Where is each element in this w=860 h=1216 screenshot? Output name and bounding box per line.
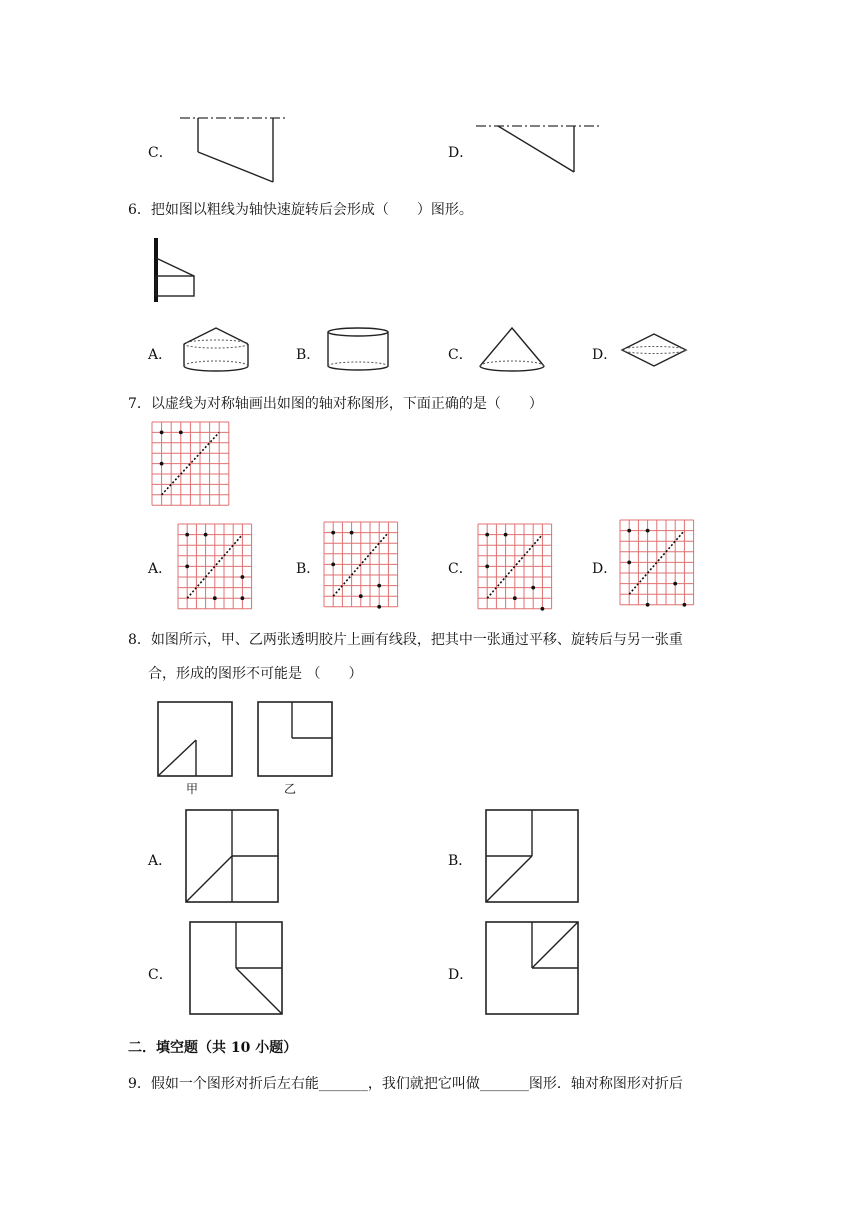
grid-dot xyxy=(204,533,208,537)
grid-dot xyxy=(241,575,245,579)
grid-dot xyxy=(646,603,650,607)
grid-dot xyxy=(627,529,631,533)
grid-dot xyxy=(541,607,545,611)
q5-option-d-label[interactable]: D． xyxy=(448,145,474,161)
q6-option-d-label[interactable]: D． xyxy=(592,347,618,363)
q6-option-a-label[interactable]: A． xyxy=(148,347,173,363)
grid-dot xyxy=(513,596,517,600)
q8-question-line1: 8．如图所示，甲、乙两张透明胶片上画有线段，把其中一张通过平移、旋转后与另一张重 xyxy=(128,632,683,648)
grid-dot xyxy=(485,533,489,537)
q8-option-a-label[interactable]: A． xyxy=(148,853,173,869)
q5-option-d-figure xyxy=(476,118,606,180)
q6-option-b-label[interactable]: B． xyxy=(296,347,321,363)
grid-dot xyxy=(359,594,363,598)
grid-dot xyxy=(331,563,335,567)
grid-dot xyxy=(160,462,164,466)
grid-dot xyxy=(241,596,245,600)
q8-option-b-label[interactable]: B． xyxy=(448,853,473,869)
grid-dot xyxy=(185,565,189,569)
q8-option-d-figure xyxy=(484,920,580,1016)
q6-option-b-figure xyxy=(322,326,394,374)
q7-option-c-label[interactable]: C． xyxy=(448,561,473,577)
q8-option-a-figure xyxy=(184,808,280,904)
q5-option-c-figure xyxy=(180,112,290,188)
grid-dot xyxy=(213,596,217,600)
grid-dot xyxy=(531,586,535,590)
grid-dot xyxy=(683,603,687,607)
q7-option-b-grid xyxy=(322,520,398,608)
q7-option-d-label[interactable]: D． xyxy=(592,561,618,577)
q7-option-a-grid xyxy=(176,522,252,610)
grid-dot xyxy=(179,431,183,435)
q6-option-a-figure xyxy=(176,324,256,374)
q8-question-line2: 合，形成的图形不可能是 （ ） xyxy=(148,666,363,682)
q6-question: 6．把如图以粗线为轴快速旋转后会形成（ ）图形。 xyxy=(128,202,473,218)
q5-option-c-label[interactable]: C． xyxy=(148,145,173,161)
q7-option-d-grid xyxy=(618,518,694,606)
q8-option-b-figure xyxy=(484,808,580,904)
grid-dot xyxy=(646,529,650,533)
q6-option-d-figure xyxy=(618,330,692,374)
grid-dot xyxy=(627,561,631,565)
q7-main-grid xyxy=(150,420,230,508)
q7-option-c-grid xyxy=(476,522,552,610)
q8-label-yi: 乙 xyxy=(284,782,297,796)
q8-option-c-figure xyxy=(188,920,284,1016)
section2-heading: 二．填空题（共 10 小题） xyxy=(128,1040,298,1056)
grid-dot xyxy=(185,533,189,537)
q8-option-d-label[interactable]: D． xyxy=(448,967,474,983)
q6-main-figure xyxy=(150,238,200,304)
q8-option-c-label[interactable]: C． xyxy=(148,967,173,983)
grid-dot xyxy=(350,531,354,535)
grid-dot xyxy=(160,431,164,435)
grid-dot xyxy=(377,584,381,588)
q9-text: 9．假如一个图形对折后左右能_______，我们就把它叫做_______图形．轴对称图形对折后 xyxy=(128,1076,683,1092)
q8-label-jia: 甲 xyxy=(186,782,199,796)
q6-option-c-figure xyxy=(474,324,550,376)
q7-option-b-label[interactable]: B． xyxy=(296,561,321,577)
q7-option-a-label[interactable]: A． xyxy=(148,561,173,577)
grid-dot xyxy=(331,531,335,535)
grid-dot xyxy=(377,605,381,609)
grid-dot xyxy=(504,533,508,537)
q6-option-c-label[interactable]: C． xyxy=(448,347,473,363)
grid-dot xyxy=(673,582,677,586)
q7-question: 7．以虚线为对称轴画出如图的轴对称图形，下面正确的是（ ） xyxy=(128,396,543,412)
grid-dot xyxy=(485,565,489,569)
